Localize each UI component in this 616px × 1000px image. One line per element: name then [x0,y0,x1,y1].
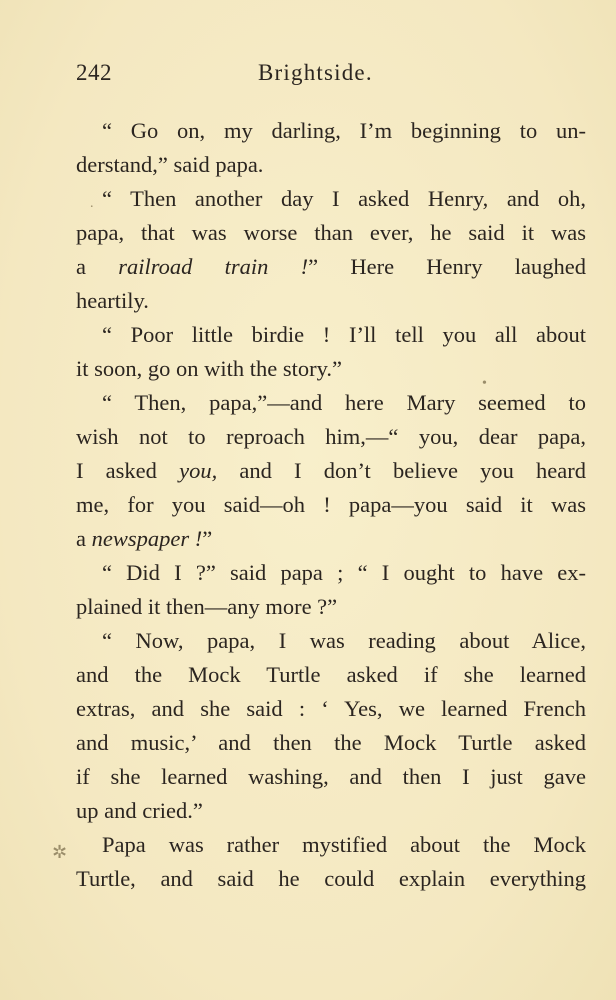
text-line: heartily. [76,288,149,313]
text-line: “ Go on, my darling, I’m beginning to un- [102,118,586,143]
text-line: “ Then another day I asked Henry, and oh, [102,186,586,211]
text-line: derstand,” said papa. [76,152,264,177]
text-line: and music,’ and then the Mock Turtle asked [76,730,586,755]
body-text [76,114,586,896]
paper-speck: ✲ [52,842,68,862]
text-line: papa, that was worse than ever, he said it was [76,220,586,245]
text-line: wish not to reproach him,—“ you, dear papa, [76,424,586,449]
page-number: 242 [76,60,112,85]
text-line: plained it then—any more ?” [76,594,338,619]
paper-speck: . [90,196,94,211]
text-line: “ Did I ?” said papa ; “ I ought to have ex- [102,560,586,585]
text-line: “ Then, papa,”—and here Mary seemed to [102,390,586,415]
running-title: Brightside. [258,60,373,85]
text-line: a railroad train !” Here Henry laughed [76,254,586,279]
text-line: a newspaper !” [76,526,213,551]
text-line: “ Poor little birdie ! I’ll tell you all about [102,322,586,347]
running-head [76,60,586,94]
text-line: me, for you said—oh ! papa—you said it was [76,492,586,517]
text-line: extras, and she said : ‘ Yes, we learned French [76,696,586,721]
paper-speck: • [482,376,487,391]
text-line: if she learned washing, and then I just gave [76,764,586,789]
text-line: “ Now, papa, I was reading about Alice, [102,628,586,653]
text-line: Turtle, and said he could explain everything [76,866,586,891]
text-line: it soon, go on with the story.” [76,356,343,381]
text-line: Papa was rather mystified about the Mock [102,832,586,857]
text-line: I asked you, and I don’t believe you heard [76,458,586,483]
italic-phrase: you, [179,458,218,483]
text-line: up and cried.” [76,798,203,823]
italic-phrase: railroad train ! [118,254,309,279]
text-line: and the Mock Turtle asked if she learned [76,662,586,687]
italic-phrase: newspaper ! [91,526,203,551]
